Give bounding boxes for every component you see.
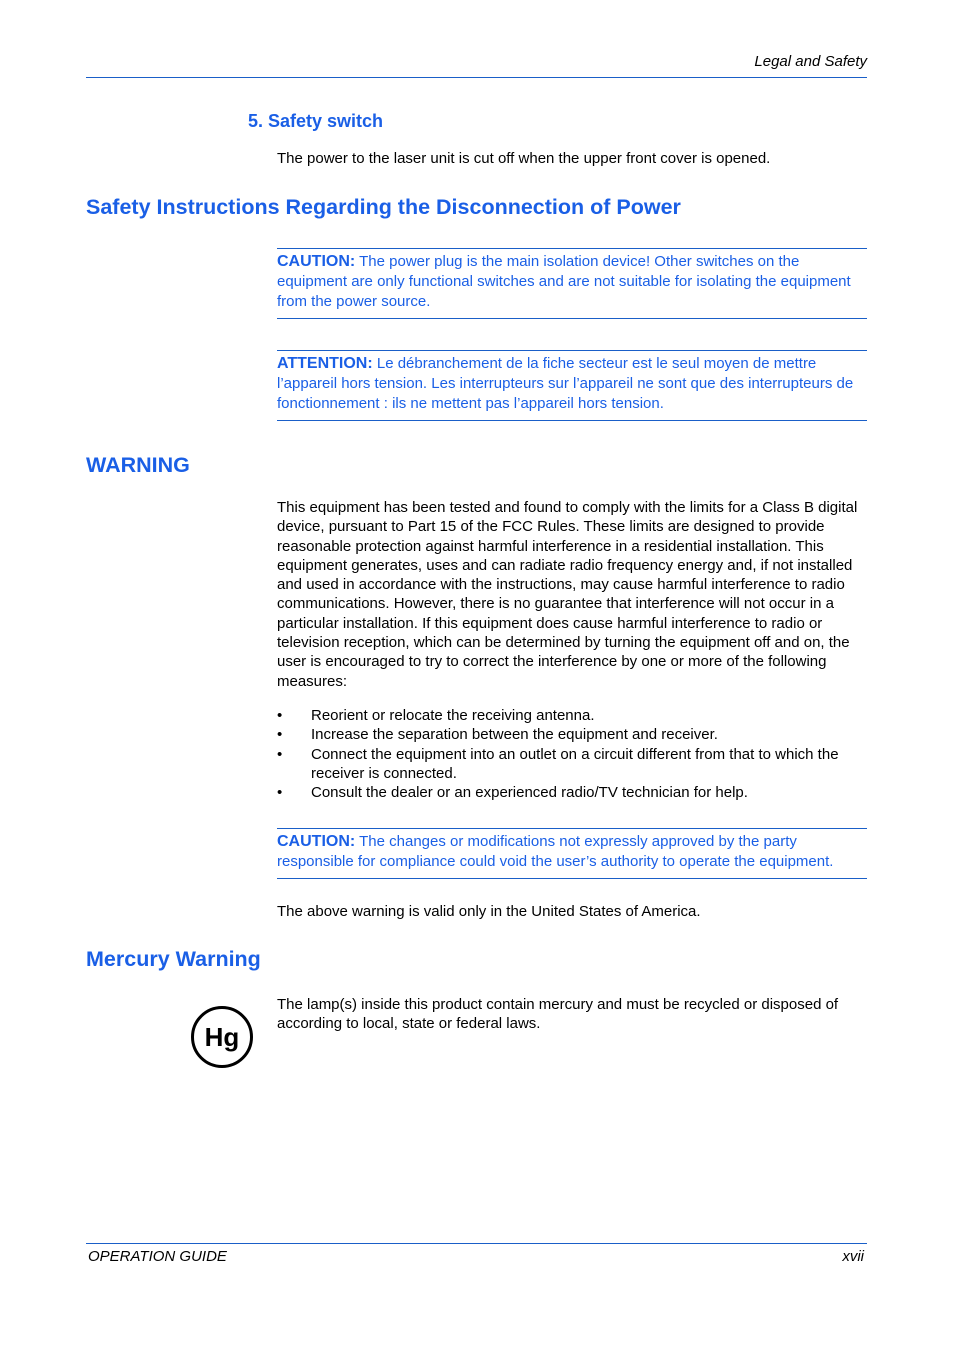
caution-label: CAUTION: [277, 833, 356, 850]
footer-guide-title: OPERATION GUIDE [88, 1248, 227, 1265]
attention-label: ATTENTION: [277, 355, 373, 372]
warning-validity-text: The above warning is valid only in the United States of America. [277, 903, 701, 920]
header-rule [86, 77, 867, 78]
mercury-heading: Mercury Warning [86, 947, 261, 971]
page-number: xvii [842, 1248, 864, 1265]
list-item: • Consult the dealer or an experienced radio/TV technician for help. [277, 783, 867, 802]
safety-switch-heading: 5. Safety switch [248, 111, 384, 131]
footer-rule [86, 1243, 867, 1244]
mercury-hg-icon: Hg [191, 1006, 253, 1068]
warning-heading: WARNING [86, 453, 190, 477]
attention-note-power [277, 350, 867, 421]
caution-text: The power plug is the main isolation device! Other switches on the equipment are only functional switches and are not suitable for isolating the equipment from the power source. [277, 253, 851, 310]
list-item: • Connect the equipment into an outlet on a circuit different from that to which the receiver is connected. [277, 745, 867, 784]
list-item: • Increase the separation between the equipment and receiver. [277, 725, 867, 744]
attention-text: Le débranchement de la fiche secteur est le seul moyen de mettre l’appareil hors tension. Les interrupteurs sur l’appareil ne sont que des interrupteurs de fonctionnement : ils ne mettent pas l’appareil hors tension. [277, 355, 854, 412]
disconnection-heading: Safety Instructions Regarding the Disconnection of Power [86, 195, 681, 219]
measures-list [277, 706, 867, 802]
caution-label: CAUTION: [277, 253, 356, 270]
safety-switch-text: The power to the laser unit is cut off when the upper front cover is opened. [277, 150, 771, 167]
header-title: Legal and Safety [754, 53, 867, 70]
caution-note-power [277, 248, 867, 319]
warning-paragraph: This equipment has been tested and found to comply with the limits for a Class B digital device, pursuant to Part 15 of the FCC Rules. These limits are designed to provide reasonable protection against harmful interference in a residential installation. This equipment generates, uses and can radiate radio frequency energy and, if not installed and used in accordance with the instructions, may cause harmful interference to radio communications. However, there is no guarantee that interference will not occur in a particular installation. If this equipment does cause harmful interference to radio or television reception, which can be determined by turning the equipment off and on, the user is encouraged to try to correct the interference by one or more of the following measures: [277, 499, 858, 690]
list-item: • Reorient or relocate the receiving antenna. [277, 706, 867, 725]
caution-note-modifications [277, 828, 867, 879]
caution-text: The changes or modifications not expressly approved by the party responsible for compliance could void the user’s authority to operate the equipment. [277, 833, 834, 870]
mercury-text: The lamp(s) inside this product contain mercury and must be recycled or disposed of according to local, state or federal laws. [277, 996, 839, 1033]
